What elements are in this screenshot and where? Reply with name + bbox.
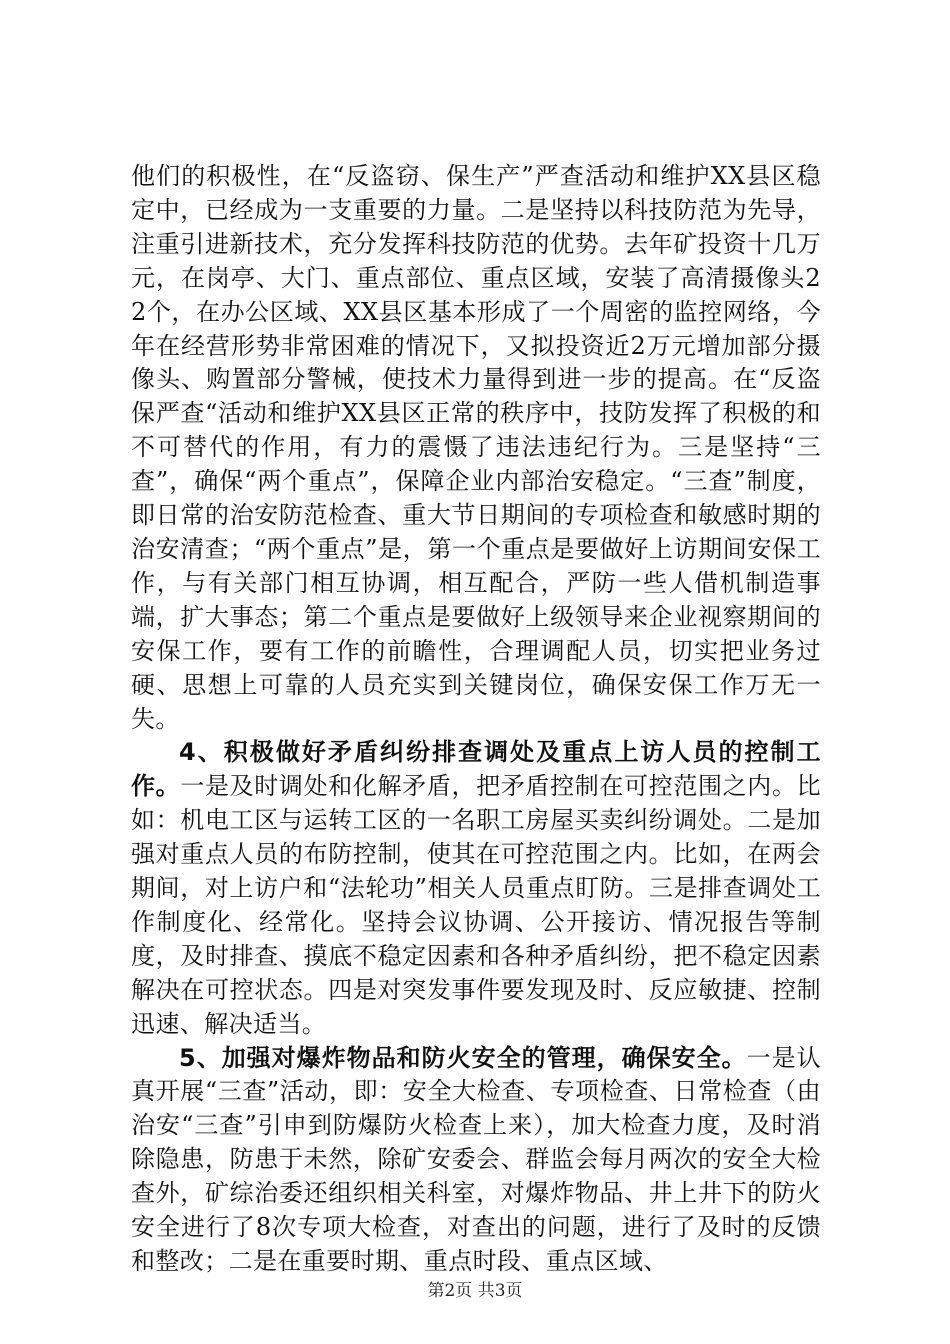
page-number: 第2页 共3页 [427,1281,523,1301]
paragraph-text: 一是及时调处和化解矛盾，把矛盾控制在可控范围之内。比如：机电工区与运转工区的一名职工房屋买卖纠纷调处。二是加强对重点人员的布防控制，使其在可控范围之内。比如，在两会期间，对上访户和“法轮功”相关人员重点盯防。三是排查调处工作制度化、经常化。坚持会议协调、公开接访、情况报告等制度，及时排查、摸底不稳定因素和各种矛盾纠纷，把不稳定因素解决在可控状态。四是对突发事件要发现及时、反应敏捷、控制迅速、解决适当。 [131,772,821,1038]
paragraph-continuation [131,160,821,736]
paragraph-heading: 5、加强对爆炸物品和防火安全的管理，确保安全。 [179,1043,747,1072]
paragraph-item-4 [131,736,821,1041]
paragraph-heading: 4、积极做好矛盾纠纷排查调处及重点上访人员的控制工作。 [131,738,821,801]
body-text [131,160,821,1279]
paragraph-text: 他们的积极性，在“反盗窃、保生产”严查活动和维护XX县区稳定中，已经成为一支重要的力量。二是坚持以科技防范为先导，注重引进新技术，充分发挥科技防范的优势。去年矿投资十几万元，在岗亭、大门、重点部位、重点区域，安装了高清摄像头22个，在办公区域、XX县区基本形成了一个周密的监控网络，今年在经营形势非常困难的情况下，又拟投资近2万元增加部分摄像头、购置部分警械，使技术力量得到进一步的提高。在“反盗保严查“活动和维护XX县区正常的秩序中，技防发挥了积极的和不可替代的作用，有力的震慑了违法违纪行为。三是坚持“三查”，确保“两个重点”，保障企业内部治安稳定。“三查”制度，即日常的治安防范检查、重大节日期间的专项检查和敏感时期的治安清查；“两个重点”是，第一个重点是要做好上访期间安保工作，与有关部门相互协调，相互配合，严防一些人借机制造事端，扩大事态；第二个重点是要做好上级领导来企业视察期间的安保工作，要有工作的前瞻性，合理调配人员，切实把业务过硬、思想上可靠的人员充实到关键岗位，确保安保工作万无一失。 [131,162,821,733]
page-footer [0,1276,950,1301]
paragraph-text: 一是认真开展“三查”活动，即：安全大检查、专项检查、日常检查（由治安“三查”引申到防爆防火检查上来），加大检查力度，及时消除隐患，防患于未然，除矿安委会、群监会每月两次的安全大检查外，矿综治委还组织相关科室，对爆炸物品、井上井下的防火安全进行了8次专项大检查，对查出的问题，进行了及时的反馈和整改；二是在重要时期、重点时段、重点区域、 [131,1043,822,1275]
paragraph-item-5 [131,1042,821,1279]
